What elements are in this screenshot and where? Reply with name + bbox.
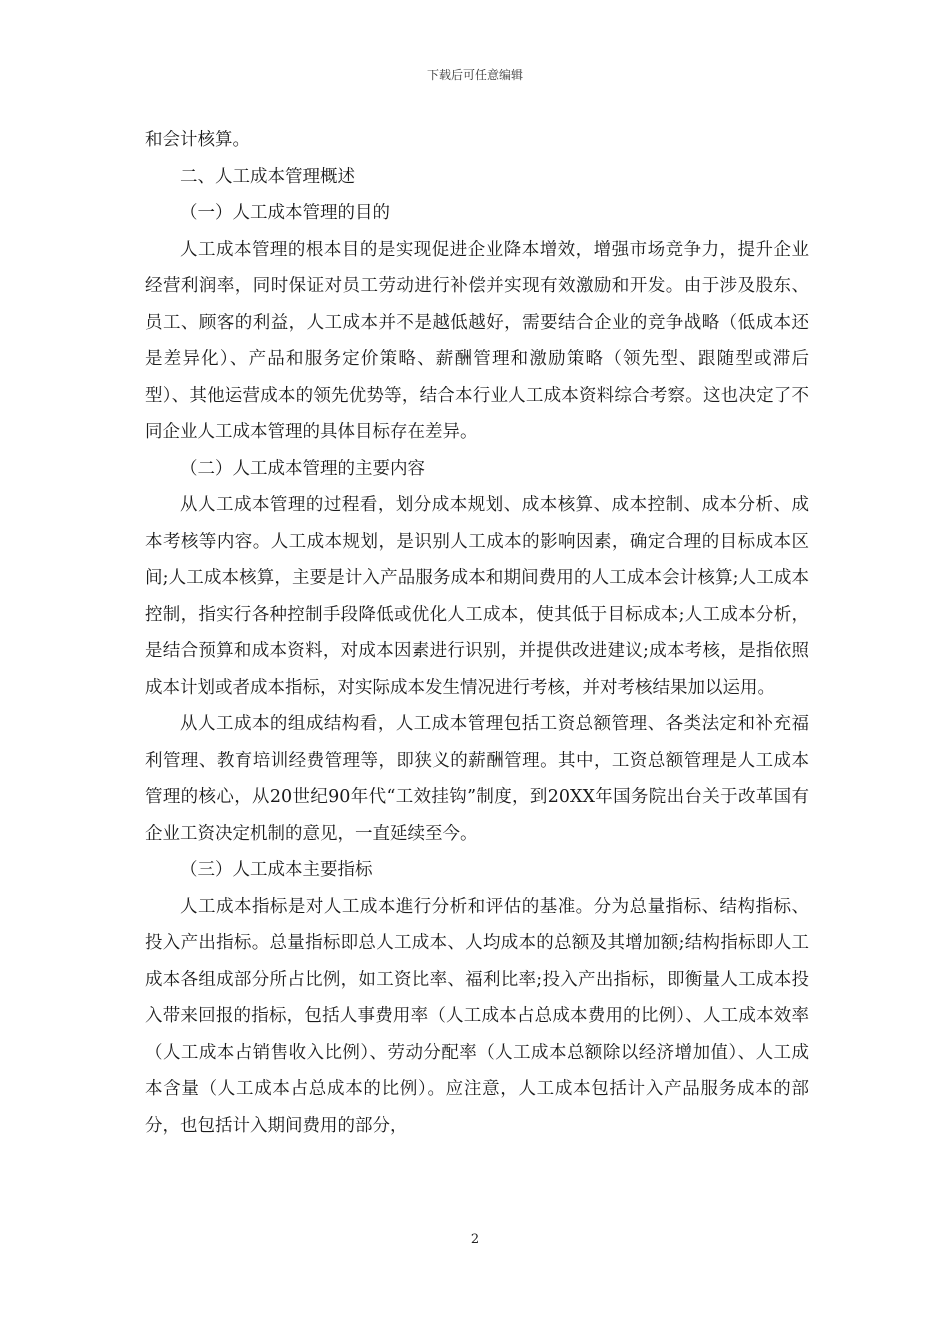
page-header-note: 下载后可任意编辑 — [426, 68, 523, 82]
paragraph-structure: 从人工成本的组成结构看，人工成本管理包括工资总额管理、各类法定和补充福利管理、教育培训经费管理等，即狭义的薪酬管理。其中，工资总额管理是人工成本管理的核心，从20世纪90年代“工效挂钩”制度，到20XX年国务院出台关于改革国有企业工资决定机制的意见，一直延续至今。 — [145, 714, 809, 844]
paragraph-purpose: 人工成本管理的根本目的是实现促进企业降本增效，增强市场竞争力，提升企业经营利润率，同时保证对员工劳动进行补偿并实现有效激励和开发。由于涉及股东、员工、顾客的利益，人工成本并不是越低越好，需要结合企业的竞争战略（低成本还是差异化）、产品和服务定价策略、薪酬管理和激励策略（领先型、跟随型或滞后型）、其他运营成本的领先优势等，结合本行业人工成本资料综合考察。这也决定了不同企业人工成本管理的具体目标存在差异。 — [145, 239, 809, 442]
paragraph-indicators: 人工成本指标是对人工成本進行分析和评估的基准。分为总量指标、结构指标、投入产出指标。总量指标即总人工成本、人均成本的总额及其增加额;结构指标即人工成本各组成部分所占比例，如工资比率、福利比率;投入产出指标，即衡量人工成本投入带来回报的指标，包括人事费用率（人工成本占总成本费用的比例）、人工成本效率（人工成本占销售收入比例）、劳动分配率（人工成本总额除以经济增加值）、人工成本含量（人工成本占总成本的比例）。应注意，人工成本包括计入产品服务成本的部分，也包括计入期间费用的部分， — [145, 896, 809, 1136]
subsection-heading-3: （三）人工成本主要指标 — [180, 860, 373, 880]
document-body — [145, 122, 809, 1144]
page-number: 2 — [470, 1232, 480, 1247]
section-heading: 二、人工成本管理概述 — [180, 166, 355, 187]
paragraph-process: 从人工成本管理的过程看，划分成本规划、成本核算、成本控制、成本分析、成本考核等内容。人工成本规划，是识别人工成本的影响因素，确定合理的目标成本区间;人工成本核算，主要是计入产品服务成本和期间费用的人工成本会计核算;人工成本控制，指实行各种控制手段降低或优化人工成本，使其低于目标成本;人工成本分析，是结合预算和成本资料，对成本因素进行识别，并提供改进建议;成本考核，是指依照成本计划或者成本指标，对实际成本发生情况进行考核，并对考核结果加以运用。 — [145, 495, 809, 698]
subsection-heading-1: （一）人工成本管理的目的 — [180, 203, 390, 223]
subsection-heading-2: （二）人工成本管理的主要内容 — [180, 458, 425, 479]
paragraph-continuation: 和会计核算。 — [145, 130, 250, 150]
